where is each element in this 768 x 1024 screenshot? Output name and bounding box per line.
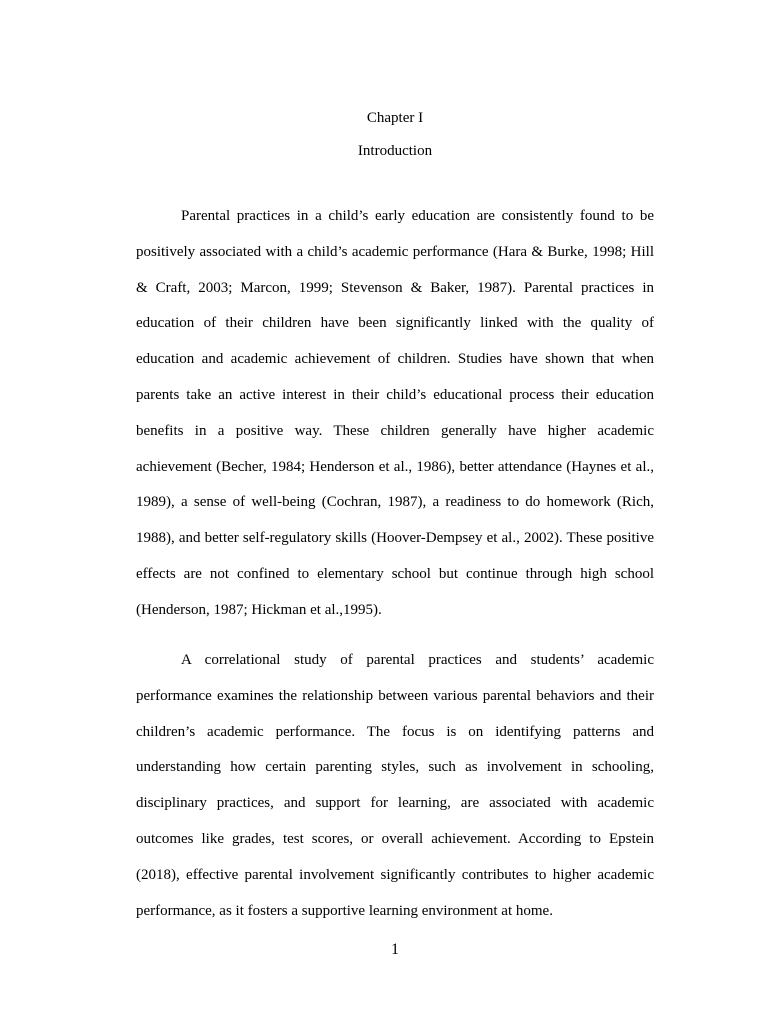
chapter-label: Chapter I <box>366 110 424 126</box>
body-paragraph-1: Parental practices in a child’s early education are consistently found to be positively associated with a child’s academic performance (Hara & Burke, 1998; Hill & Craft, 2003; Marcon, 1999; Stevenson & Baker, 1987). Parental practices in education of their children have been significantly linked with the quality of education and academic achievement of children. Studies have shown that when parents take an active interest in their child’s educational process their education benefits in a positive way. These children generally have higher academic achievement (Becher, 1984; Henderson et al., 1986), better attendance (Haynes et al., 1989), a sense of well-being (Cochran, 1987), a readiness to do homework (Rich, 1988), and better self-regulatory skills (Hoover-Dempsey et al., 2002). These positive effects are not confined to elementary school but continue through high school (Henderson, 1987; Hickman et al.,1995). <box>136 208 654 618</box>
page-number: 1 <box>391 941 399 958</box>
body-paragraph-2: A correlational study of parental practices and students’ academic performance examines the relationship between various parental behaviors and their children’s academic performance. The focus is on identifying patterns and understanding how certain parenting styles, such as involvement in schooling, disciplinary practices, and support for learning, are associated with academic outcomes like grades, test scores, or overall achievement. According to Epstein (2018), effective parental involvement significantly contributes to higher academic performance, as it fosters a supportive learning environment at home. <box>136 652 654 919</box>
chapter-title: Introduction <box>357 143 433 159</box>
